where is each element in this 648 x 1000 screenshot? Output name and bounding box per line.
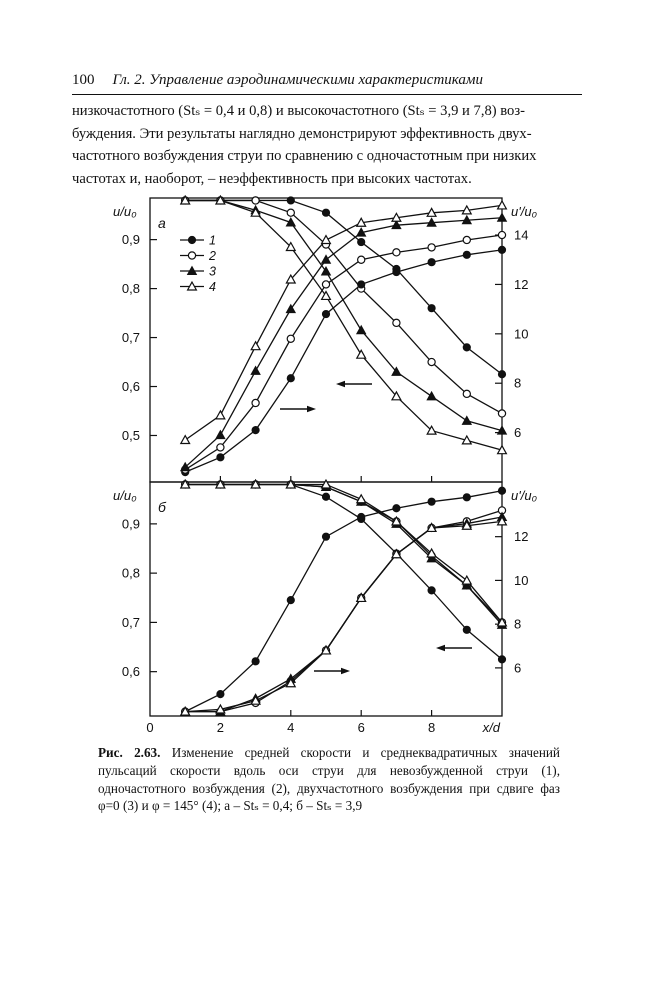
series-line-2-right — [185, 510, 502, 711]
x-tick-label: 8 — [427, 720, 436, 735]
data-point-4 — [322, 236, 331, 244]
data-point-1 — [322, 209, 329, 216]
series-line-2-left — [185, 484, 502, 622]
x-tick-label: 6 — [357, 720, 365, 735]
right-tick-label: 6 — [514, 660, 522, 676]
left-tick-label: 0,5 — [121, 427, 140, 443]
left-axis-title: u/u₀ — [113, 488, 137, 503]
data-point-1 — [463, 494, 470, 501]
x-tick-label: 2 — [216, 720, 225, 735]
data-point-1 — [358, 238, 365, 245]
data-point-1 — [358, 281, 365, 288]
data-point-1 — [393, 505, 400, 512]
data-point-2 — [252, 399, 259, 406]
data-point-4 — [357, 350, 366, 358]
data-point-1 — [428, 498, 435, 505]
legend-marker — [188, 252, 195, 259]
panel-label: б — [158, 499, 166, 515]
series-line-1-right — [185, 250, 502, 472]
series-line-2-right — [185, 235, 502, 470]
data-point-2 — [498, 231, 505, 238]
legend-label: 3 — [209, 264, 216, 279]
data-point-2 — [322, 281, 329, 288]
right-tick-label: 6 — [514, 425, 522, 441]
left-tick-label: 0,8 — [121, 281, 140, 297]
data-point-4 — [498, 201, 507, 209]
page-number: 100 — [72, 72, 95, 88]
data-point-1 — [322, 493, 329, 500]
data-point-2 — [498, 410, 505, 417]
data-point-1 — [428, 305, 435, 312]
data-point-4 — [251, 342, 260, 350]
left-tick-label: 0,7 — [121, 330, 140, 346]
panel-label: a — [158, 215, 166, 231]
data-point-2 — [287, 209, 294, 216]
data-point-2 — [252, 197, 259, 204]
left-tick-label: 0,9 — [121, 516, 140, 532]
data-point-3 — [498, 213, 507, 221]
data-point-1 — [498, 656, 505, 663]
series-line-3-left — [185, 484, 502, 624]
caption-text: Изменение средней скорости и среднеквадратичных значений пульсаций скорости вдоль оси струи для невозбужденной струи (1), одночастотного возбуждения (2), двухчастотного возбуждения при сдвиге фаз φ=0 (3) и φ = 145° (4); а – Stₛ = 0,4; б – Stₛ = 3,9 — [98, 745, 560, 814]
legend-marker — [188, 236, 195, 243]
data-point-2 — [428, 244, 435, 251]
data-point-4 — [181, 436, 190, 444]
data-point-1 — [287, 596, 294, 603]
data-point-1 — [463, 251, 470, 258]
data-point-3 — [427, 392, 436, 400]
legend-label: 2 — [209, 249, 216, 263]
left-tick-label: 0,6 — [121, 379, 140, 395]
right-axis-title: u'/u₀ — [511, 204, 538, 219]
series-line-4-right — [185, 205, 502, 440]
left-tick-label: 0,8 — [121, 565, 140, 581]
body-line: частотах и, наоборот, – неэффективность при высоких частотах. — [72, 170, 472, 187]
data-point-2 — [428, 358, 435, 365]
x-tick-label: 4 — [287, 720, 295, 735]
right-tick-label: 12 — [514, 276, 529, 292]
data-point-1 — [463, 344, 470, 351]
figure-caption — [98, 744, 560, 815]
data-point-1 — [393, 268, 400, 275]
right-tick-label: 10 — [514, 326, 529, 342]
data-point-4 — [216, 411, 225, 419]
data-point-2 — [287, 335, 294, 342]
series-line-1-left — [185, 484, 502, 659]
data-point-3 — [322, 255, 331, 263]
data-point-3 — [251, 366, 260, 374]
body-line: буждения. Эти результаты наглядно демонстрируют эффективность двух- — [72, 125, 532, 142]
data-point-3 — [216, 431, 225, 439]
data-point-3 — [357, 326, 366, 334]
data-point-2 — [463, 236, 470, 243]
legend-label: 4 — [209, 280, 216, 294]
data-point-2 — [393, 319, 400, 326]
data-point-1 — [217, 691, 224, 698]
plot-frame — [150, 482, 502, 716]
body-line: низкочастотного (Stₛ = 0,4 и 0,8) и высокочастотного (Stₛ = 3,9 и 7,8) воз- — [72, 103, 525, 119]
data-point-1 — [358, 513, 365, 520]
data-point-3 — [462, 416, 471, 424]
data-point-2 — [217, 444, 224, 451]
legend-label: 1 — [209, 233, 216, 248]
data-point-1 — [287, 375, 294, 382]
data-point-1 — [428, 587, 435, 594]
series-line-3-left — [185, 200, 502, 430]
body-line: частотного возбуждения струи по сравнению с одночастотным при низких — [72, 148, 537, 165]
data-point-1 — [498, 487, 505, 494]
right-tick-label: 8 — [514, 375, 522, 391]
data-point-1 — [287, 197, 294, 204]
left-axis-title: u/u₀ — [113, 204, 137, 219]
right-tick-label: 10 — [514, 572, 529, 588]
right-tick-label: 8 — [514, 616, 522, 632]
data-point-2 — [358, 256, 365, 263]
right-tick-label: 14 — [514, 227, 529, 243]
data-point-1 — [498, 371, 505, 378]
arrow-left-indicator — [436, 645, 472, 651]
right-axis-title: u'/u₀ — [511, 488, 538, 503]
data-point-4 — [357, 495, 366, 503]
data-point-1 — [428, 259, 435, 266]
caption-label: Рис. 2.63. — [98, 745, 161, 760]
series-line-3-right — [185, 218, 502, 467]
x-axis-title: x/d — [482, 720, 500, 735]
series-line-4-left — [185, 484, 502, 622]
arrow-left-indicator — [336, 381, 372, 387]
series-line-1-left — [185, 200, 502, 374]
running-title: Гл. 2. Управление аэродинамическими характеристиками — [112, 72, 483, 88]
data-point-2 — [463, 390, 470, 397]
left-tick-label: 0,7 — [121, 614, 140, 630]
data-point-1 — [322, 310, 329, 317]
left-tick-label: 0,9 — [121, 232, 140, 248]
right-tick-label: 12 — [514, 529, 529, 545]
arrow-right-indicator — [314, 668, 350, 674]
data-point-1 — [252, 658, 259, 665]
data-point-1 — [252, 427, 259, 434]
data-point-1 — [463, 626, 470, 633]
data-point-1 — [498, 246, 505, 253]
data-point-4 — [462, 576, 471, 584]
data-point-1 — [217, 454, 224, 461]
arrow-right-indicator — [280, 406, 316, 412]
data-point-2 — [393, 249, 400, 256]
left-tick-label: 0,6 — [121, 664, 140, 680]
x-tick-label: 0 — [146, 720, 154, 735]
data-point-1 — [322, 533, 329, 540]
